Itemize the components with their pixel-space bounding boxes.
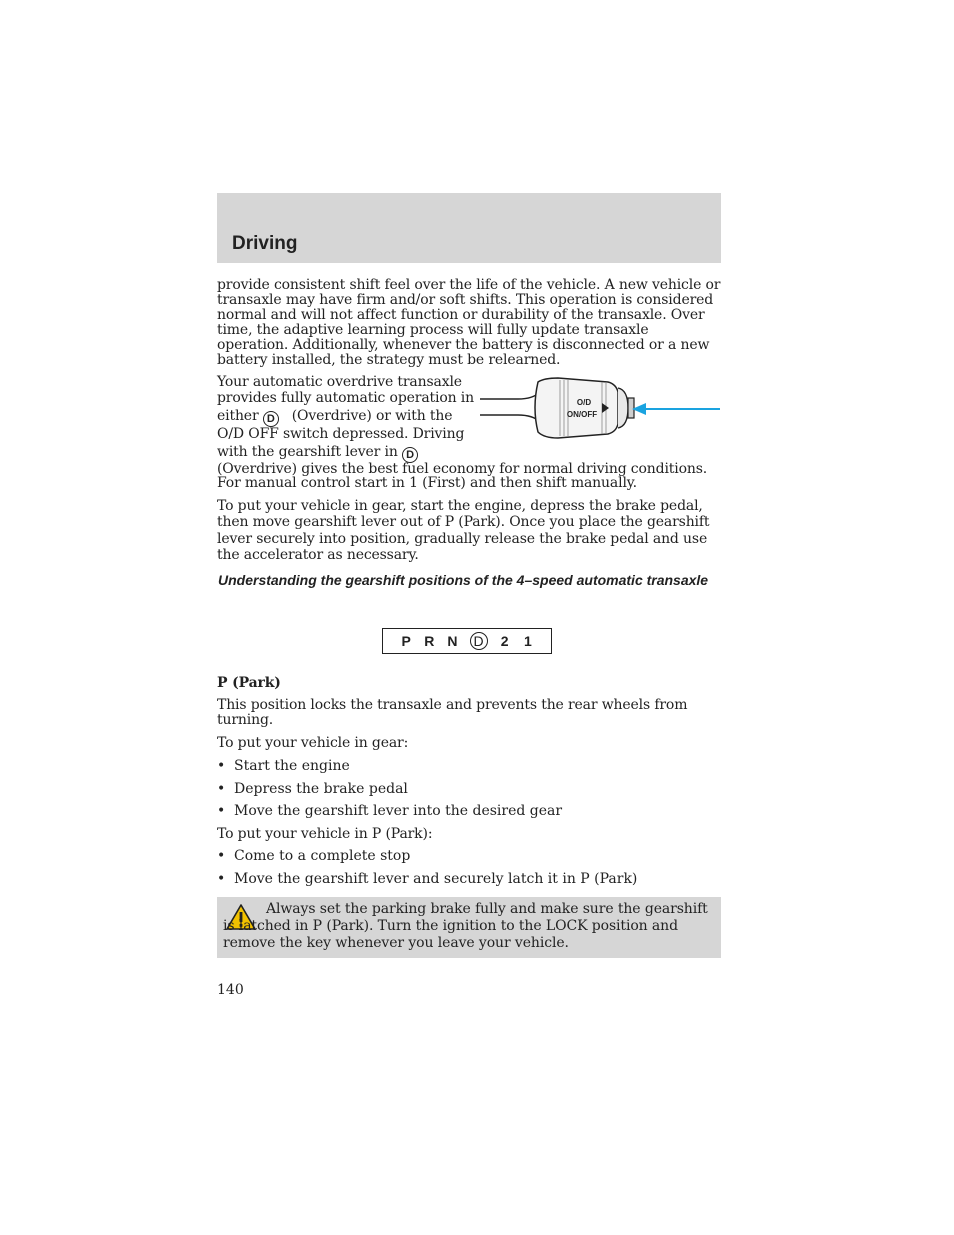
knob-end-cap bbox=[618, 388, 628, 428]
park-description: This position locks the transaxle and prevents the rear wheels from turning. bbox=[217, 697, 688, 728]
overdrive-line-7: For manual control start in 1 (First) and then shift manually. bbox=[217, 475, 637, 491]
overdrive-line-5-text: with the gearshift lever in bbox=[217, 444, 398, 460]
bullet-icon: • bbox=[217, 781, 226, 797]
overdrive-line-6: (Overdrive) gives the best fuel economy for normal driving conditions. bbox=[217, 461, 708, 477]
overdrive-line-3 bbox=[217, 409, 477, 427]
park-intro: To put your vehicle in P (Park): bbox=[217, 826, 433, 842]
bullet-icon: • bbox=[217, 848, 226, 864]
in-gear-paragraph: To put your vehicle in gear, start the engine, depress the brake pedal, then move gearshift lever out of P (Park). Once you place the gearshift lever securely into position, gradually release the brake pedal and use the accelerator as necessary. bbox=[217, 498, 710, 564]
page-number: 140 bbox=[217, 982, 244, 998]
in-gear-intro: To put your vehicle in gear: bbox=[217, 735, 409, 751]
gear-indicator bbox=[382, 628, 552, 654]
gear-p: P bbox=[401, 633, 411, 649]
overdrive-switch-illustration bbox=[478, 374, 722, 440]
overdrive-d-icon: D bbox=[263, 411, 279, 427]
list-item-text: Move the gearshift lever into the desired gear bbox=[234, 803, 563, 819]
overdrive-d-icon: D bbox=[402, 447, 418, 463]
list-item-text: Start the engine bbox=[234, 758, 350, 774]
list-item-text: Depress the brake pedal bbox=[234, 781, 408, 797]
list-item-text: Move the gearshift lever and securely latch it in P (Park) bbox=[234, 871, 638, 887]
warning-text: Always set the parking brake fully and make sure the gearshift is latched in P (Park). Turn the ignition to the LOCK position and remove the key whenever you leave your vehicle. bbox=[223, 901, 708, 951]
gear-d-circled: D bbox=[470, 632, 488, 650]
warning-box bbox=[217, 897, 721, 958]
list-item-text: Come to a complete stop bbox=[234, 848, 411, 864]
intro-paragraph: provide consistent shift feel over the life of the vehicle. A new vehicle or transaxle may have firm and/or soft shifts. This operation is considered normal and will not affect function or durability of the transaxle. Over time, the adaptive learning process will fully update transaxle operation. Additionally, whenever the battery is disconnected or a new battery installed, the strategy must be relearned. bbox=[217, 277, 721, 368]
od-label-line2: ON/OFF bbox=[566, 410, 598, 419]
od-button bbox=[628, 398, 634, 418]
od-label-line1: O/D bbox=[576, 398, 592, 407]
overdrive-line-1: Your automatic overdrive transaxle bbox=[217, 374, 462, 390]
section-header bbox=[217, 193, 721, 263]
gear-r: R bbox=[424, 633, 435, 649]
gear-1: 1 bbox=[523, 633, 532, 649]
bullet-icon: • bbox=[217, 871, 226, 887]
gear-2: 2 bbox=[500, 633, 509, 649]
overdrive-line-3-end: (Overdrive) or with the bbox=[291, 408, 453, 424]
gear-positions-subheading: Understanding the gearshift positions of the 4–speed automatic transaxle bbox=[218, 572, 709, 588]
section-title: Driving bbox=[232, 233, 298, 254]
overdrive-line-4: O/D OFF switch depressed. Driving bbox=[217, 426, 465, 442]
overdrive-line-2: provides fully automatic operation in bbox=[217, 390, 474, 406]
park-heading: P (Park) bbox=[217, 675, 281, 691]
bullet-icon: • bbox=[217, 803, 226, 819]
gear-n: N bbox=[447, 633, 458, 649]
bullet-icon: • bbox=[217, 758, 226, 774]
overdrive-line-3-start: either bbox=[217, 408, 259, 424]
